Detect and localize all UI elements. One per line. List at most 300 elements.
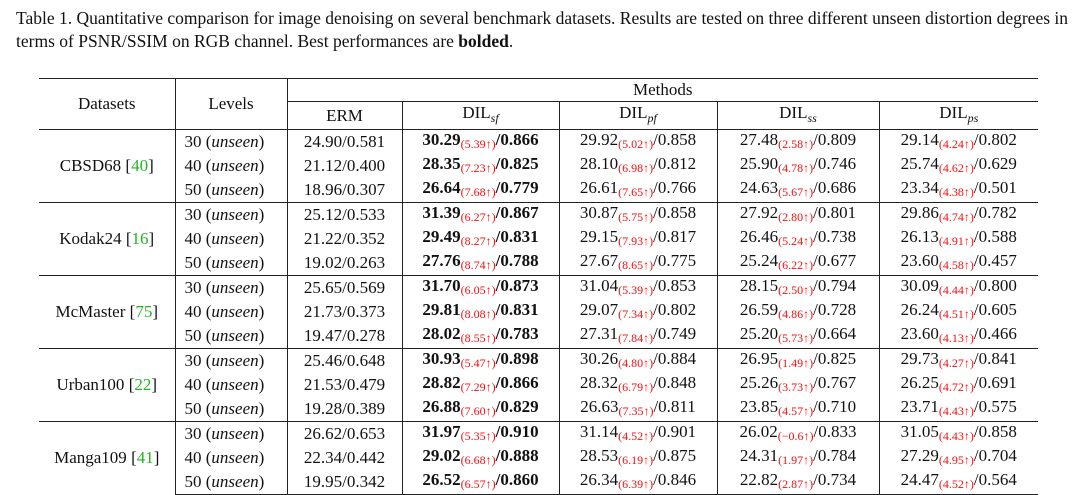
gain-value: (5.67↑) [778,185,814,199]
psnr-value: 26.63 [580,397,619,416]
ssim-value: /0.629 [973,154,1017,173]
dil-sf-cell [402,422,559,447]
dil-pf-cell [559,397,717,422]
psnr-value: 26.24 [900,300,939,319]
ssim-value: /0.802 [973,130,1017,149]
gain-value: (4.74↑) [938,210,974,224]
psnr-value: 26.34 [579,470,619,489]
dil-ss-cell [717,203,879,228]
psnr-value: 26.61 [579,178,619,197]
psnr-value: 30.09 [900,276,939,295]
gain-value: (6.57↑) [460,477,496,491]
gain-value: (5.24↑) [778,234,814,248]
table-row [39,373,1038,397]
dil-ss-cell [717,446,879,470]
ssim-value: /0.825 [813,349,857,368]
gain-value: (4.52↑) [938,477,974,491]
level-cell: 50 (unseen) [175,470,287,495]
gain-value: (6.39↑) [618,477,654,491]
psnr-value: 23.71 [900,397,939,416]
psnr-value: 27.76 [422,251,461,270]
psnr-value: 23.34 [900,178,939,197]
ssim-value: /0.802 [653,300,697,319]
ssim-value: /0.686 [813,178,857,197]
ssim-value: /0.866 [495,130,539,149]
ssim-value: /0.884 [653,349,697,368]
ssim-value: /0.888 [495,446,539,465]
col-header-dil-ps: $DIL_{ps}$ [939,103,979,125]
col-header-levels: Levels [175,79,287,130]
ssim-value: /0.848 [653,373,697,392]
dil-ss-cell [717,397,879,422]
ssim-value: /0.858 [653,203,697,222]
psnr-value: 25.24 [739,251,779,270]
dataset-cell: McMaster [75] [39,276,175,349]
gain-value: (4.52↑) [618,429,654,443]
col-header-dil-sf: $DIL_{sf}$ [402,102,559,130]
psnr-value: 29.07 [579,300,619,319]
ssim-value: /0.853 [653,276,697,295]
dataset-name: CBSD68 [59,156,122,175]
level-cell: 40 (unseen) [175,154,287,178]
gain-value: (2.87↑) [778,477,814,491]
ssim-value: /0.866 [495,373,539,392]
gain-value: (8.08↑) [460,307,496,321]
gain-value: (6.79↑) [618,380,654,394]
ssim-value: /0.734 [813,470,857,489]
psnr-value: 29.02 [422,446,461,465]
dil-sf-cell [402,276,559,301]
dataset-cell: CBSD68 [40] [39,130,175,203]
ssim-value: /0.710 [813,397,857,416]
ssim-value: /0.766 [653,178,697,197]
table-row [39,130,1038,155]
table-row [39,276,1038,301]
gain-value: (5.73↑) [778,331,814,345]
dil-ps-cell [879,446,1038,470]
dil-sf-cell [402,324,559,349]
dataset-cell: Urban100 [22] [39,349,175,422]
gain-value: (3.73↑) [778,380,814,394]
psnr-value: 24.31 [739,446,779,465]
psnr-value: 29.73 [900,349,939,368]
citation-link[interactable]: 40 [131,156,149,175]
dil-sf-cell [402,251,559,276]
psnr-value: 23.60 [900,251,939,270]
dil-pf-cell [559,349,717,374]
ssim-value: /0.867 [495,203,539,222]
psnr-value: 30.93 [422,349,461,368]
gain-value: (6.27↑) [460,210,496,224]
table-row [39,154,1038,178]
psnr-value: 24.47 [900,470,939,489]
dil-ss-cell [717,470,879,495]
gain-value: (5.02↑) [618,137,654,151]
erm-cell: 19.95/0.342 [287,470,402,495]
results-table [39,78,1038,495]
caption-bold-word: bolded [458,31,509,51]
gain-value: (4.24↑) [938,137,974,151]
ssim-value: /0.794 [813,276,857,295]
ssim-value: /0.788 [495,251,539,270]
dil-pf-cell [559,178,717,203]
table-row [39,349,1038,374]
psnr-value: 31.97 [422,422,461,441]
gain-value: (4.95↑) [938,453,974,467]
ssim-value: /0.782 [973,203,1017,222]
gain-value: (2.58↑) [778,137,814,151]
table-row [39,324,1038,349]
erm-cell: 18.96/0.307 [287,178,402,203]
gain-value: (4.13↑) [938,331,974,345]
psnr-value: 31.05 [900,422,939,441]
table-row [39,422,1038,447]
level-cell: 30 (unseen) [175,203,287,228]
dil-ps-cell [879,251,1038,276]
ssim-value: /0.860 [495,470,539,489]
ssim-value: /0.873 [495,276,539,295]
level-cell: 50 (unseen) [175,251,287,276]
dil-sf-cell [402,397,559,422]
dil-ss-cell [717,227,879,251]
ssim-value: /0.784 [813,446,857,465]
ssim-value: /0.800 [973,276,1017,295]
ssim-value: /0.677 [813,251,857,270]
dil-sf-cell [402,470,559,495]
gain-value: (4.62↑) [938,161,974,175]
citation-link[interactable]: 41 [136,448,154,468]
gain-value: (7.23↑) [460,161,496,175]
dil-pf-cell [559,324,717,349]
erm-cell: 24.90/0.581 [287,130,402,155]
psnr-value: 29.49 [422,227,461,246]
dil-ps-cell [879,276,1038,301]
dil-pf-cell [559,373,717,397]
gain-value: (4.91↑) [938,234,974,248]
col-header-methods: Methods [287,79,1038,102]
dil-ps-cell [879,130,1038,155]
dil-pf-cell [559,251,717,276]
table-row [39,251,1038,276]
psnr-value: 26.88 [422,397,461,416]
ssim-value: /0.809 [813,130,857,149]
gain-value: (7.65↑) [618,185,654,199]
dataset-name: McMaster [55,302,126,321]
level-cell: 30 (unseen) [175,422,287,447]
gain-value: (8.55↑) [460,331,496,345]
table-row [39,300,1038,324]
psnr-value: 28.15 [739,276,779,295]
dil-pf-cell [559,470,717,495]
psnr-value: 27.29 [900,446,939,465]
gain-value: (4.86↑) [778,307,814,321]
ssim-value: /0.775 [653,251,697,270]
level-cell: 30 (unseen) [175,130,287,155]
dil-ps-cell [879,203,1038,228]
level-cell: 40 (unseen) [175,227,287,251]
psnr-value: 24.63 [739,178,779,197]
dil-sf-cell [402,130,559,155]
dil-ps-cell [879,349,1038,374]
ssim-value: /0.831 [495,227,539,246]
dataset-name: Manga109 [54,448,127,468]
gain-value: (7.29↑) [460,380,496,394]
dil-ss-cell [717,251,879,276]
dil-sf-cell [402,349,559,374]
dil-ss-cell [717,300,879,324]
dil-ss-cell [717,349,879,374]
ssim-value: /0.664 [813,324,857,343]
psnr-value: 22.82 [739,470,779,489]
gain-value: (5.47↑) [460,356,496,370]
table-row [39,203,1038,228]
psnr-value: 25.74 [900,154,939,173]
ssim-value: /0.457 [973,251,1017,270]
gain-value: (6.19↑) [618,453,654,467]
ssim-value: /0.910 [495,422,539,441]
erm-cell: 21.22/0.352 [287,227,402,251]
psnr-value: 30.26 [579,349,619,368]
erm-cell: 19.28/0.389 [287,397,402,422]
psnr-value: 26.02 [739,422,778,441]
erm-cell: 19.02/0.263 [287,251,402,276]
table-caption [16,7,1076,53]
psnr-value: 27.31 [579,324,619,343]
ssim-value: /0.811 [653,397,696,416]
psnr-value: 26.13 [900,227,939,246]
psnr-value: 25.26 [739,373,779,392]
ssim-value: /0.833 [813,422,857,441]
ssim-value: /0.817 [653,227,697,246]
ssim-value: /0.564 [973,470,1017,489]
table-row [39,470,1038,495]
dil-ps-cell [879,178,1038,203]
gain-value: (4.38↑) [938,185,974,199]
gain-value: (4.27↑) [938,356,974,370]
ssim-value: /0.858 [653,130,697,149]
ssim-value: /0.575 [973,397,1017,416]
ssim-value: /0.898 [495,349,539,368]
level-cell: 50 (unseen) [175,397,287,422]
psnr-value: 25.20 [739,324,779,343]
psnr-value: 29.14 [900,130,939,149]
psnr-value: 26.95 [739,349,779,368]
dil-ss-cell [717,324,879,349]
erm-cell: 21.12/0.400 [287,154,402,178]
psnr-value: 26.52 [422,470,461,489]
psnr-value: 26.64 [422,178,461,197]
psnr-value: 31.70 [422,276,461,295]
psnr-value: 23.85 [739,397,779,416]
erm-cell: 19.47/0.278 [287,324,402,349]
dil-sf-cell [402,154,559,178]
gain-value: (8.27↑) [460,234,496,248]
col-header-dil-ss: $DIL_{ss}$ [717,102,879,130]
ssim-value: /0.858 [973,422,1017,441]
ssim-value: /0.466 [973,324,1017,343]
gain-value: (1.49↑) [778,356,814,370]
psnr-value: 28.35 [422,154,461,173]
dil-ps-cell [879,324,1038,349]
dil-pf-cell [559,300,717,324]
col-header-erm: ERM [287,102,402,130]
ssim-value: /0.779 [495,178,539,197]
caption-suffix: . [508,31,514,51]
gain-value: (5.39↑) [460,137,496,151]
dil-sf-cell [402,203,559,228]
dil-pf-cell [559,276,717,301]
gain-value: (1.97↑) [778,453,814,467]
dil-ss-cell [717,373,879,397]
dil-pf-cell [559,227,717,251]
dil-pf-cell [559,130,717,155]
ssim-value: /0.801 [813,203,857,222]
psnr-value: 27.48 [739,130,779,149]
dil-ps-cell [879,300,1038,324]
ssim-value: /0.846 [653,470,697,489]
gain-value: (6.05↑) [460,283,496,297]
psnr-value: 27.92 [739,203,779,222]
gain-value: (6.68↑) [460,453,496,467]
ssim-value: /0.812 [653,154,697,173]
level-cell: 50 (unseen) [175,324,287,349]
dataset-cell: Kodak24 [16] [39,203,175,276]
ssim-value: /0.588 [973,227,1017,246]
level-cell: 40 (unseen) [175,373,287,397]
erm-cell: 26.62/0.653 [287,422,402,447]
ssim-value: /0.767 [813,373,857,392]
dataset-name: Kodak24 [59,229,122,248]
gain-value: (2.80↑) [778,210,814,224]
ssim-value: /0.605 [973,300,1017,319]
gain-value: (4.57↑) [778,404,814,418]
erm-cell: 22.34/0.442 [287,446,402,470]
erm-cell: 25.46/0.648 [287,349,402,374]
psnr-value: 31.39 [422,203,461,222]
gain-value: (−0.6↑) [777,429,814,443]
erm-cell: 25.65/0.569 [287,276,402,301]
gain-value: (2.50↑) [778,283,814,297]
dil-sf-cell [402,178,559,203]
level-cell: 50 (unseen) [175,178,287,203]
psnr-value: 25.90 [739,154,779,173]
caption-text: Table 1. Quantitative comparison for image denoising on several benchmark datasets. Results are tested on three different unseen distortion degrees in terms of PSNR/SSIM on RGB channel. Best performances are [16,8,1069,51]
gain-value: (4.43↑) [938,404,974,418]
gain-value: (4.43↑) [938,429,974,443]
psnr-value: 30.29 [422,130,461,149]
gain-value: (6.98↑) [618,161,654,175]
gain-value: (7.68↑) [460,185,496,199]
psnr-value: 26.46 [739,227,779,246]
psnr-value: 27.67 [579,251,619,270]
gain-value: (7.84↑) [618,331,654,345]
psnr-value: 26.59 [739,300,779,319]
dil-sf-cell [402,446,559,470]
ssim-value: /0.738 [813,227,857,246]
dil-ss-cell [717,178,879,203]
gain-value: (7.60↑) [460,404,496,418]
dil-ps-cell [879,373,1038,397]
ssim-value: /0.704 [973,446,1017,465]
citation-link[interactable]: 75 [135,302,153,321]
col-header-datasets: Datasets [39,79,175,130]
gain-value: (4.58↑) [938,258,974,272]
table-row [39,446,1038,470]
dil-sf-cell [402,373,559,397]
ssim-value: /0.829 [495,397,539,416]
level-cell: 40 (unseen) [175,300,287,324]
ssim-value: /0.901 [653,422,697,441]
level-cell: 40 (unseen) [175,446,287,470]
ssim-value: /0.501 [973,178,1017,197]
gain-value: (4.80↑) [618,356,654,370]
gain-value: (4.78↑) [778,161,814,175]
dil-pf-cell [559,446,717,470]
dil-ps-cell [879,422,1038,447]
ssim-value: /0.749 [653,324,697,343]
dil-sf-cell [402,300,559,324]
psnr-value: 28.10 [579,154,619,173]
gain-value: (7.35↑) [618,404,654,418]
gain-value: (4.44↑) [938,283,974,297]
gain-value: (8.74↑) [460,258,496,272]
ssim-value: /0.728 [813,300,857,319]
gain-value: (5.75↑) [618,210,654,224]
citation-link[interactable]: 16 [131,229,149,248]
dil-ps-cell [879,397,1038,422]
psnr-value: 28.02 [422,324,461,343]
dil-ps-cell [879,154,1038,178]
dil-sf-cell [402,227,559,251]
dil-ps-cell [879,470,1038,495]
gain-value: (7.93↑) [618,234,654,248]
dil-ss-cell [717,130,879,155]
table-row [39,178,1038,203]
psnr-value: 29.81 [422,300,461,319]
ssim-value: /0.746 [813,154,857,173]
gain-value: (8.65↑) [618,258,654,272]
psnr-value: 26.25 [900,373,939,392]
erm-cell: 25.12/0.533 [287,203,402,228]
table-row [39,397,1038,422]
psnr-value: 28.32 [579,373,619,392]
ssim-value: /0.783 [495,324,539,343]
citation-link[interactable]: 22 [134,375,152,394]
dil-ss-cell [717,422,879,447]
psnr-value: 30.87 [579,203,619,222]
col-header-dil-pf: $DIL_{pf}$ [559,102,717,130]
ssim-value: /0.825 [495,154,539,173]
dil-ps-cell [879,227,1038,251]
ssim-value: /0.831 [495,300,539,319]
gain-value: (4.51↑) [938,307,974,321]
psnr-value: 28.82 [422,373,461,392]
dil-ss-cell [717,154,879,178]
dil-pf-cell [559,422,717,447]
gain-value: (4.72↑) [938,380,974,394]
level-cell: 30 (unseen) [175,276,287,301]
level-cell: 30 (unseen) [175,349,287,374]
psnr-value: 28.53 [579,446,619,465]
gain-value: (5.39↑) [618,283,654,297]
ssim-value: /0.875 [653,446,697,465]
gain-value: (6.22↑) [778,258,814,272]
psnr-value: 29.15 [579,227,619,246]
dataset-cell: Manga109 [41] [39,422,175,495]
psnr-value: 23.60 [900,324,939,343]
psnr-value: 29.86 [900,203,939,222]
ssim-value: /0.841 [973,349,1017,368]
